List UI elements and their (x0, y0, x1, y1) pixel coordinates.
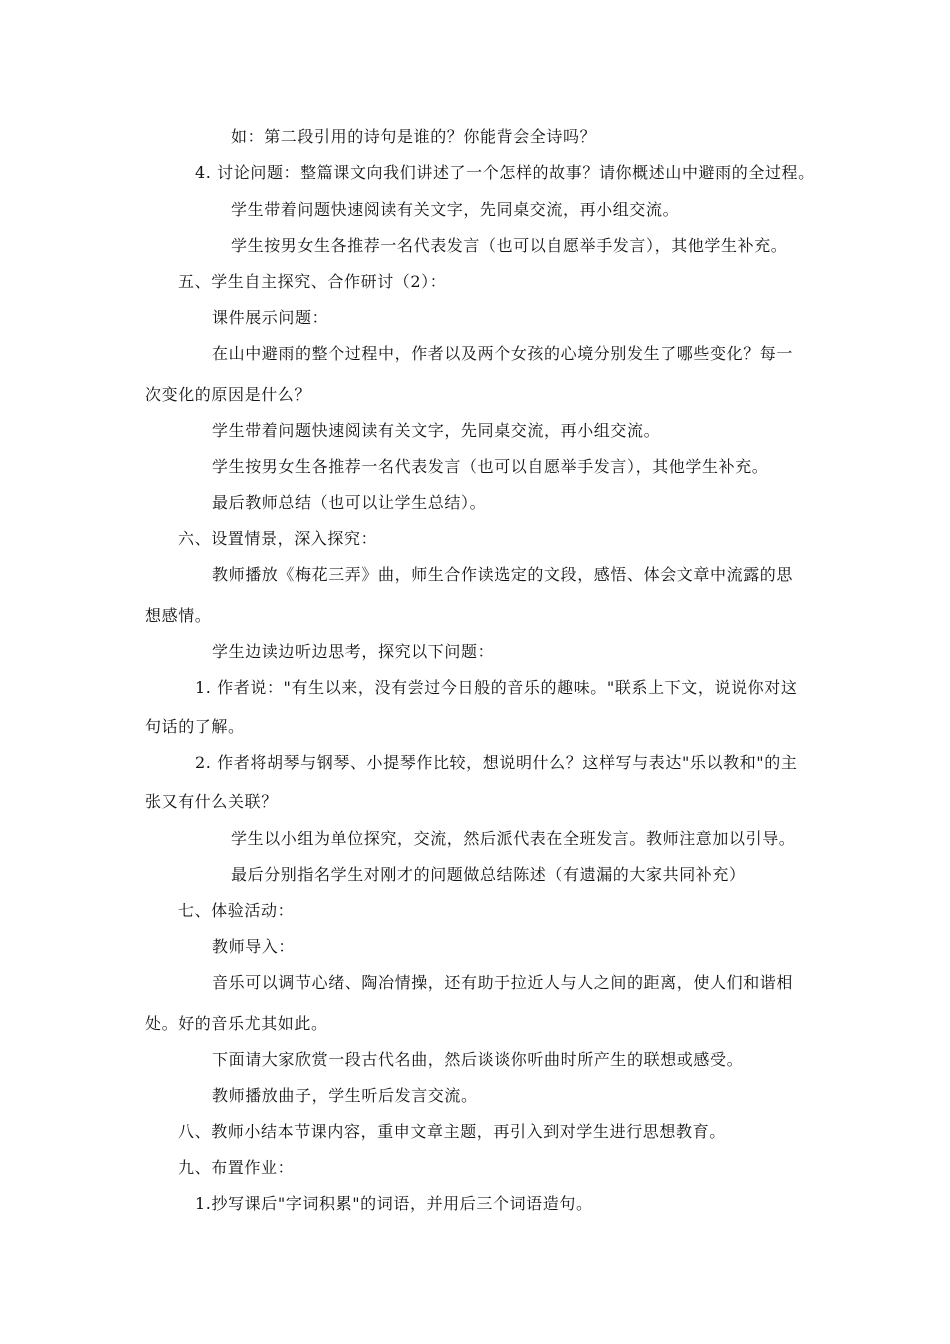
question-line: 2. 作者将胡琴与钢琴、小提琴作比较，想说明什么？这样写与表达"乐以教和"的主 (195, 753, 798, 772)
text-line: 学生以小组为单位探究，交流，然后派代表在全班发言。教师注意加以引导。 (231, 829, 796, 848)
text-line: 次变化的原因是什么？ (145, 385, 312, 404)
text-line: 教师播放曲子，学生听后发言交流。 (212, 1086, 478, 1105)
text-line: 处。好的音乐尤其如此。 (145, 1014, 328, 1033)
text-line: 学生带着问题快速阅读有关文字，先同桌交流，再小组交流。 (212, 421, 661, 440)
text-line: 最后教师总结（也可以让学生总结）。 (212, 493, 487, 512)
section-heading: 六、设置情景，深入探究： (178, 529, 378, 548)
text-line: 学生按男女生各推荐一名代表发言（也可以自愿举手发言），其他学生补充。 (231, 236, 788, 255)
text-line: 音乐可以调节心绪、陶冶情操，还有助于拉近人与人之间的距离，使人们和谐相 (212, 973, 794, 992)
text-line: 句话的了解。 (145, 717, 245, 736)
section-heading: 九、布置作业： (178, 1158, 295, 1177)
text-line: 最后分别指名学生对刚才的问题做总结陈述（有遗漏的大家共同补充） (231, 865, 746, 884)
text-line: 下面请大家欣赏一段古代名曲，然后谈谈你听曲时所产生的联想或感受。 (212, 1050, 744, 1069)
text-line: 学生带着问题快速阅读有关文字，先同桌交流，再小组交流。 (231, 200, 680, 219)
question-line: 1. 作者说："有生以来，没有尝过今日般的音乐的趣味。"联系上下文，说说你对这 (195, 678, 798, 697)
section-heading: 八、教师小结本节课内容，重申文章主题，再引入到对学生进行思想教育。 (178, 1122, 726, 1141)
text-line: 张又有什么关联？ (145, 792, 278, 811)
text-line: 学生边读边听边思考，探究以下问题： (212, 642, 495, 661)
text-line: 在山中避雨的整个过程中，作者以及两个女孩的心境分别发生了哪些变化？每一 (212, 344, 794, 363)
text-line: 教师导入： (212, 937, 296, 956)
homework-item: 1.抄写课后"字词积累"的词语，并用后三个词语造句。 (195, 1194, 593, 1213)
section-heading: 七、体验活动： (178, 901, 295, 920)
text-line: 想感情。 (145, 606, 212, 625)
section-heading: 五、学生自主探究、合作研讨（2）： (178, 272, 447, 291)
text-line: 学生按男女生各推荐一名代表发言（也可以自愿举手发言），其他学生补充。 (212, 457, 769, 476)
text-line: 教师播放《梅花三弄》曲，师生合作读选定的文段，感悟、体会文章中流露的思 (212, 565, 794, 584)
text-line: 4. 讨论问题：整篇课文向我们讲述了一个怎样的故事？请你概述山中避雨的全过程。 (195, 163, 815, 182)
text-line: 课件展示问题： (212, 308, 329, 327)
text-line: 如：第二段引用的诗句是谁的？你能背会全诗吗？ (231, 127, 597, 146)
